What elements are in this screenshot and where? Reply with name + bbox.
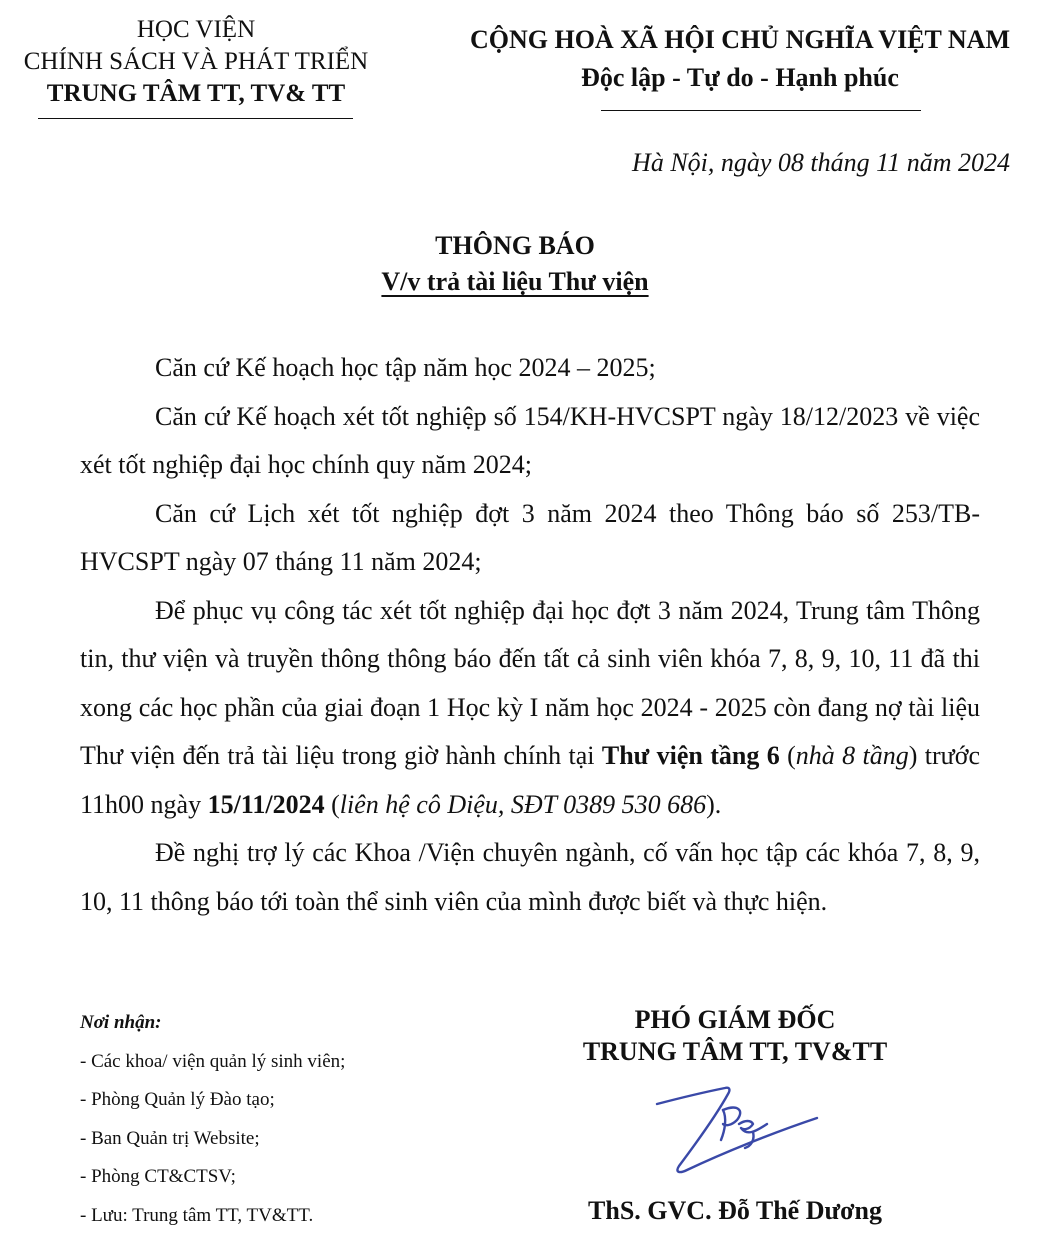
date-line: Hà Nội, ngày 08 tháng 11 năm 2024 <box>632 148 1010 177</box>
signer-name: ThS. GVC. Đỗ Thế Dương <box>588 1196 882 1225</box>
motto: Độc lập - Tự do - Hạnh phúc <box>581 63 899 92</box>
org-underline <box>38 118 353 119</box>
document-title <box>0 228 1030 300</box>
signature-block <box>540 1004 930 1068</box>
org-line-1: HỌC VIỆN <box>136 16 256 43</box>
recipient-item: - Phòng CT&CTSV; <box>80 1166 236 1187</box>
paragraph-5: Đề nghị trợ lý các Khoa /Viện chuyên ngành, cố vấn học tập các khóa 7, 8, 9, 10, 11 thông báo tới toàn thể sinh viên của mình được biết và thực hiện. <box>80 838 980 916</box>
p4-text-4: ( <box>324 789 340 819</box>
issuing-organization <box>0 14 392 110</box>
recipient-item: - Lưu: Trung tâm TT, TV&TT. <box>80 1204 314 1226</box>
signer-position: PHÓ GIÁM ĐỐC <box>634 1005 836 1034</box>
signer-unit: TRUNG TÂM TT, TV&TT <box>582 1037 888 1066</box>
org-line-2: CHÍNH SÁCH VÀ PHÁT TRIỂN <box>23 48 369 75</box>
paragraph-4 <box>80 587 980 830</box>
paragraph-3: Căn cứ Lịch xét tốt nghiệp đợt 3 năm 2024 theo Thông báo số 253/TB-HVCSPT ngày 07 tháng 11 năm 2024; <box>80 498 980 576</box>
country-name: CỘNG HOÀ XÃ HỘI CHỦ NGHĨA VIỆT NAM <box>469 25 1011 54</box>
motto-underline <box>601 110 921 111</box>
handwritten-signature-icon <box>645 1080 825 1190</box>
p4-text-5: ). <box>706 789 722 819</box>
p4-building: nhà 8 tầng <box>795 741 909 770</box>
paragraph-2: Căn cứ Kế hoạch xét tốt nghiệp số 154/KH-HVCSPT ngày 18/12/2023 về việc xét tốt nghiệp đại học chính quy năm 2024; <box>80 401 980 479</box>
title-main: THÔNG BÁO <box>435 231 595 260</box>
p4-text-3: ) trước 11h00 ngày <box>80 741 981 819</box>
recipient-item: - Ban Quản trị Website; <box>80 1127 260 1149</box>
p4-deadline: 15/11/2024 <box>207 789 325 819</box>
p4-text-1: Để phục vụ công tác xét tốt nghiệp đại học đợt 3 năm 2024, Trung tâm Thông tin, thư viện và truyền thông thông báo đến tất cả sinh viên khóa 7, 8, 9, 10, 11 đã thi xong các học phần của giai đoạn 1 Học kỳ I năm học 2024 - 2025 còn đang nợ tài liệu Thư viện đến trả tài liệu trong giờ hành chính tại <box>80 595 980 770</box>
paragraph-1: Căn cứ Kế hoạch học tập năm học 2024 – 2025; <box>155 353 656 382</box>
recipient-item: - Phòng Quản lý Đào tạo; <box>80 1089 275 1110</box>
national-motto <box>440 24 1039 94</box>
p4-location: Thư viện tầng 6 <box>601 741 780 770</box>
recipients-heading: Nơi nhận: <box>80 1012 162 1033</box>
title-subject: V/v trả tài liệu Thư viện <box>381 267 649 296</box>
org-line-3: TRUNG TÂM TT, TV& TT <box>46 80 346 107</box>
document-body <box>80 344 980 926</box>
p4-contact: liên hệ cô Diệu, SĐT 0389 530 686 <box>339 789 707 819</box>
p4-text-2: ( <box>779 741 796 770</box>
recipients-list <box>80 1004 540 1235</box>
recipient-item: - Các khoa/ viện quản lý sinh viên; <box>80 1050 346 1072</box>
